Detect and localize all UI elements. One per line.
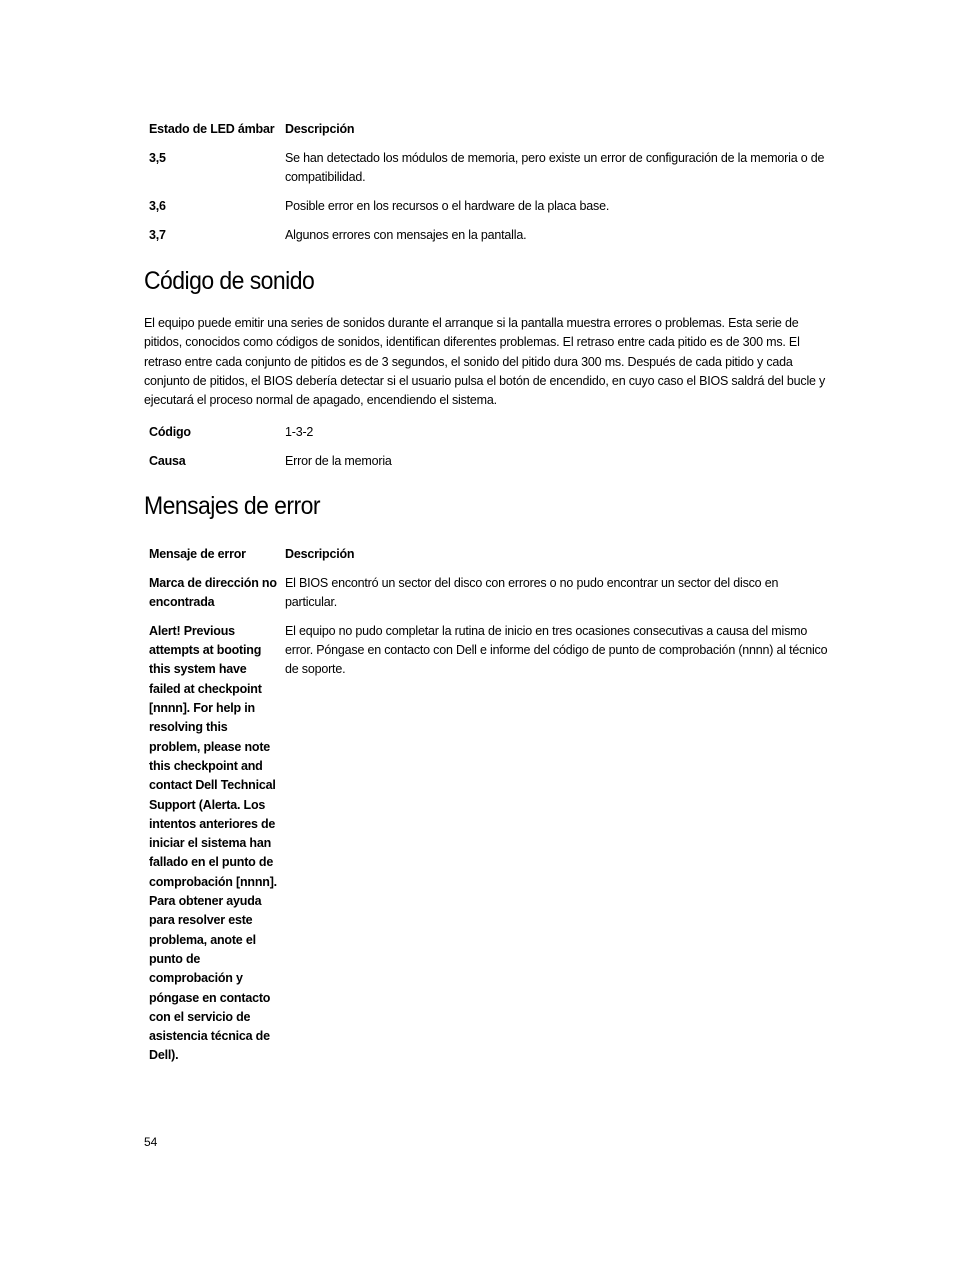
table-row — [149, 423, 839, 442]
code-label: Código — [149, 425, 191, 439]
cause-value: Error de la memoria — [285, 453, 392, 468]
column-header-description: Descripción — [285, 547, 355, 561]
table-header-row — [149, 120, 839, 139]
table-row — [149, 149, 839, 188]
error-message-cell: Marca de dirección no encontrada — [149, 575, 277, 610]
error-message-cell: Alert! Previous attempts at booting this system have failed at checkpoint [nnnn]. For help in resolving this problem, please note this checkpoint and contact Dell Technical Support (Alerta. Los intentos anteriores de iniciar el sistema han fallado en el punto de comprobación [nnnn]. Para obtener ayuda para resolver este problema, anote el punto de comprobación y póngase en contacto con el servicio de asistencia técnica de Dell). — [149, 623, 277, 1063]
led-state-cell: 3,5 — [149, 150, 166, 165]
cause-label: Causa — [149, 453, 186, 468]
description-cell: Posible error en los recursos o el hardware de la placa base. — [285, 198, 610, 213]
led-state-cell: 3,7 — [149, 227, 166, 242]
table-row — [149, 452, 839, 471]
led-state-cell: 3,6 — [149, 198, 166, 213]
column-header-description: Descripción — [285, 122, 355, 136]
table-row — [149, 226, 839, 245]
description-cell: El BIOS encontró un sector del disco con errores o no pudo encontrar un sector del disco en particular. — [285, 575, 779, 610]
column-header-led-state: Estado de LED ámbar — [149, 122, 275, 136]
column-header-error-message: Mensaje de error — [149, 547, 246, 561]
sound-code-paragraph: El equipo puede emitir una series de sonidos durante el arranque si la pantalla muestra errores o problemas. Esta serie de pitidos, conocidos como códigos de sonidos, identifican diferentes problemas. El retraso entre cada pitido es de 300 ms. El retraso entre cada conjunto de pitidos es de 3 segundos, el sonido del pitido dura 300 ms. Después de cada pitido y cada conjunto de pitidos, el BIOS debería detectar si el usuario pulsa el botón de encendido, en cuyo caso el BIOS saldrá del bucle y ejecutará el proceso normal de apagado, encendiendo el sistema. — [144, 316, 826, 408]
description-cell: Se han detectado los módulos de memoria, pero existe un error de configuración de la memoria o de compatibilidad. — [285, 150, 825, 185]
sound-code-table — [149, 423, 839, 481]
section-title-error-messages: Mensajes de error — [144, 492, 320, 520]
code-value: 1-3-2 — [285, 425, 314, 439]
table-row — [149, 574, 839, 613]
page-number: 54 — [144, 1135, 158, 1149]
table-row — [149, 197, 839, 216]
section-title-sound-code: Código de sonido — [144, 267, 315, 295]
error-messages-table — [149, 545, 839, 1075]
table-header-row — [149, 545, 839, 564]
description-cell: Algunos errores con mensajes en la pantalla. — [285, 227, 527, 242]
led-status-table — [149, 120, 839, 254]
table-row — [149, 622, 839, 1066]
description-cell: El equipo no pudo completar la rutina de inicio en tres ocasiones consecutivas a causa del mismo error. Póngase en contacto con Dell e informe del código de punto de comprobación (nnnn) al técnico de soporte. — [285, 623, 828, 677]
